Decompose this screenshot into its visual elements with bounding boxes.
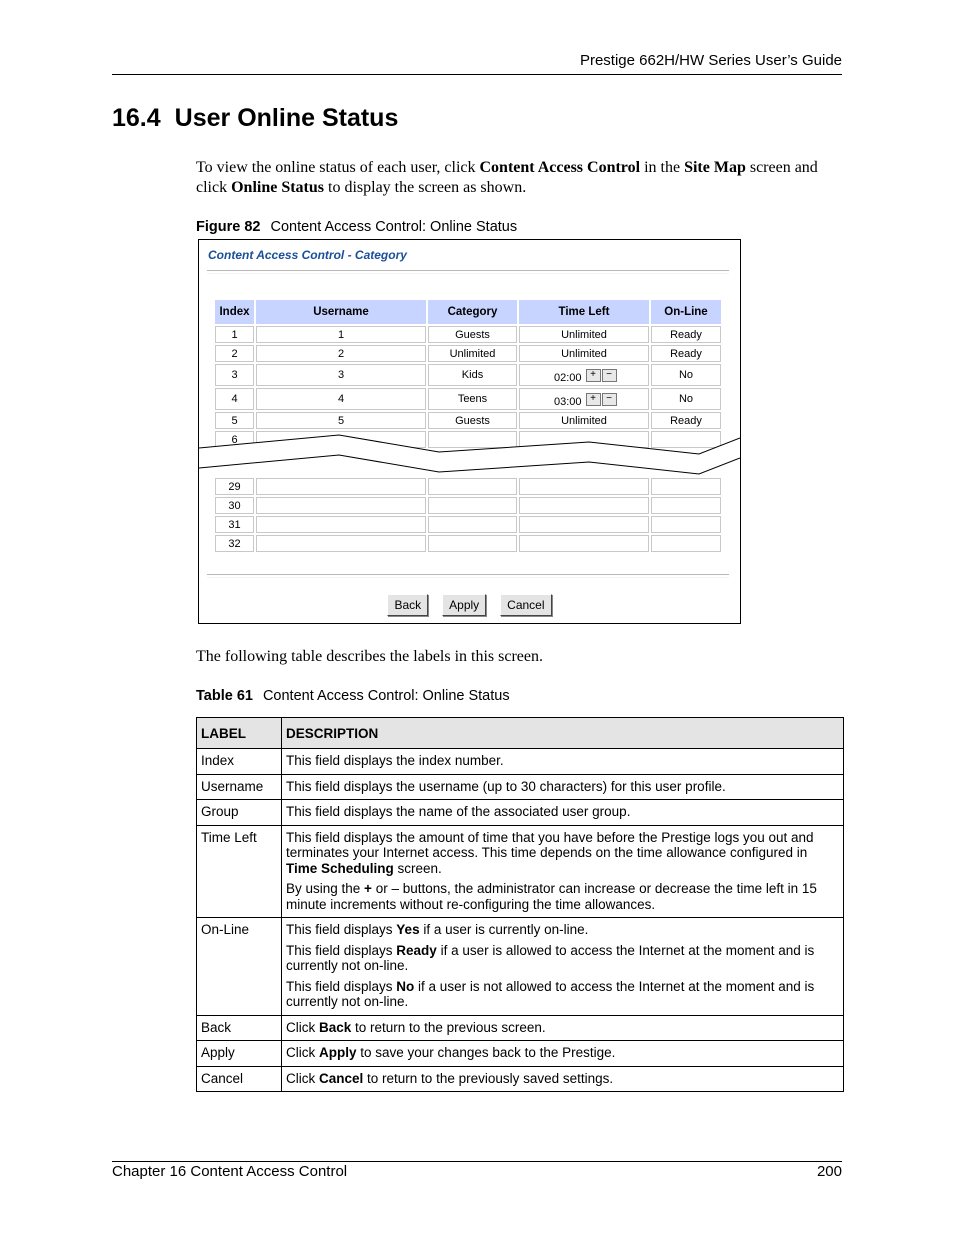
table-row <box>215 364 721 386</box>
label-cell: Apply <box>197 1041 282 1067</box>
description-paragraph: This field displays the amount of time that you have before the Prestige logs you out and terminates your Internet access. This time depends on the time allowance configured in Time Scheduling screen. <box>286 829 814 876</box>
time-left-cell <box>519 535 649 552</box>
table-label: Table 61 <box>196 688 253 704</box>
username-cell: 5 <box>256 412 426 429</box>
plus-icon[interactable]: + <box>586 393 601 406</box>
online-cell: No <box>651 388 721 410</box>
table-header-row <box>215 300 721 324</box>
column-header: Time Left <box>519 300 649 324</box>
following-paragraph: The following table describes the labels in this screen. <box>196 648 544 665</box>
online-cell: Ready <box>651 345 721 362</box>
index-cell: 31 <box>215 516 254 533</box>
index-cell: 32 <box>215 535 254 552</box>
time-left-cell <box>519 516 649 533</box>
time-left-cell <box>519 478 649 495</box>
minus-icon[interactable]: − <box>602 369 617 382</box>
section-heading <box>112 104 398 133</box>
section-title: User Online Status <box>174 104 399 132</box>
table-row <box>215 345 721 362</box>
table-caption <box>196 688 510 704</box>
table-row <box>197 774 844 800</box>
description-cell: This field displays the name of the associated user group. <box>282 800 844 826</box>
time-left-cell <box>519 497 649 514</box>
table-row <box>197 918 844 1016</box>
header-rule <box>112 74 842 75</box>
username-cell <box>256 478 426 495</box>
running-header: Prestige 662H/HW Series User’s Guide <box>579 52 842 69</box>
table-row <box>197 825 844 918</box>
column-header: Username <box>256 300 426 324</box>
title-divider <box>207 270 729 274</box>
screen-title: Content Access Control - Category <box>208 248 407 262</box>
cancel-button[interactable]: Cancel <box>500 594 551 616</box>
time-left-cell <box>519 388 649 410</box>
description-header: DESCRIPTION <box>282 718 844 749</box>
label-header: LABEL <box>197 718 282 749</box>
category-cell: Unlimited <box>428 345 517 362</box>
index-cell: 3 <box>215 364 254 386</box>
table-row <box>215 478 721 495</box>
description-cell: This field displays the index number. <box>282 749 844 775</box>
index-cell: 1 <box>215 326 254 343</box>
online-cell: Ready <box>651 326 721 343</box>
intro-bold: Online Status <box>231 179 325 196</box>
username-cell <box>256 516 426 533</box>
table-break-mark <box>199 430 740 480</box>
description-paragraph: By using the + or – buttons, the administrator can increase or decrease the time left in 15 minute increments without re-configuring the time allowances. <box>286 881 817 912</box>
category-cell: Kids <box>428 364 517 386</box>
table-row <box>215 388 721 410</box>
index-cell: 29 <box>215 478 254 495</box>
figure-caption <box>196 219 517 235</box>
online-cell: Ready <box>651 412 721 429</box>
category-cell: Guests <box>428 326 517 343</box>
intro-text: screen and click <box>196 159 818 196</box>
label-cell: Cancel <box>197 1066 282 1092</box>
description-cell: Click Apply to save your changes back to the Prestige. <box>282 1041 844 1067</box>
table-header-row <box>197 718 844 749</box>
screenshot-frame <box>198 239 741 624</box>
table-row <box>215 412 721 429</box>
table-row <box>197 1041 844 1067</box>
table-caption-text: Content Access Control: Online Status <box>262 688 510 704</box>
table-row <box>215 326 721 343</box>
time-left-cell: Unlimited <box>519 326 649 343</box>
index-cell: 6 <box>215 431 254 448</box>
label-cell: Index <box>197 749 282 775</box>
intro-bold: Site Map <box>684 159 746 176</box>
category-cell <box>428 516 517 533</box>
username-cell: 3 <box>256 364 426 386</box>
description-table <box>196 717 844 1092</box>
button-divider <box>207 574 729 578</box>
online-cell <box>651 478 721 495</box>
description-paragraph: This field displays No if a user is not allowed to access the Internet at the moment and is currently not on-line. <box>286 978 815 1009</box>
online-status-table <box>213 298 723 554</box>
table-row <box>197 749 844 775</box>
page-number: 200 <box>816 1163 842 1180</box>
description-cell: This field displays the username (up to 30 characters) for this user profile. <box>282 774 844 800</box>
intro-text: to display the screen as shown. <box>324 179 527 196</box>
table-row <box>197 800 844 826</box>
minus-icon[interactable]: − <box>602 393 617 406</box>
figure-label: Figure 82 <box>196 219 261 235</box>
table-row <box>197 1015 844 1041</box>
intro-bold: Content Access Control <box>479 159 641 176</box>
section-number: 16.4 <box>112 104 161 132</box>
label-cell: On-Line <box>197 918 282 1016</box>
column-header: On-Line <box>651 300 721 324</box>
description-cell <box>282 825 844 918</box>
figure-caption-text: Content Access Control: Online Status <box>270 219 518 235</box>
label-cell: Group <box>197 800 282 826</box>
index-cell: 30 <box>215 497 254 514</box>
column-header: Index <box>215 300 254 324</box>
label-cell: Username <box>197 774 282 800</box>
description-paragraph: This field displays Ready if a user is allowed to access the Internet at the moment and is currently not on-line. <box>286 942 815 973</box>
back-button[interactable]: Back <box>387 594 428 616</box>
time-left-cell <box>519 364 649 386</box>
time-left-cell: Unlimited <box>519 345 649 362</box>
apply-button[interactable]: Apply <box>442 594 486 616</box>
category-cell <box>428 478 517 495</box>
username-cell: 2 <box>256 345 426 362</box>
intro-paragraph <box>196 158 846 198</box>
time-left-value: 02:00 <box>554 371 582 384</box>
online-cell <box>651 497 721 514</box>
footer-chapter: Chapter 16 Content Access Control <box>112 1163 348 1180</box>
category-cell <box>428 535 517 552</box>
category-cell <box>428 497 517 514</box>
username-cell <box>256 497 426 514</box>
username-cell: 4 <box>256 388 426 410</box>
intro-text: To view the online status of each user, click <box>196 159 480 176</box>
index-cell: 4 <box>215 388 254 410</box>
online-cell: No <box>651 364 721 386</box>
label-cell: Back <box>197 1015 282 1041</box>
plus-icon[interactable]: + <box>586 369 601 382</box>
table-row <box>215 497 721 514</box>
description-cell: Click Back to return to the previous screen. <box>282 1015 844 1041</box>
column-header: Category <box>428 300 517 324</box>
category-cell: Teens <box>428 388 517 410</box>
time-left-value: 03:00 <box>554 395 582 408</box>
label-cell: Time Left <box>197 825 282 918</box>
time-left-cell: Unlimited <box>519 412 649 429</box>
description-cell <box>282 918 844 1016</box>
username-cell <box>256 535 426 552</box>
button-row <box>199 594 740 616</box>
intro-text: in the <box>640 159 685 176</box>
username-cell: 1 <box>256 326 426 343</box>
online-cell <box>651 516 721 533</box>
description-paragraph: This field displays Yes if a user is currently on-line. <box>286 922 589 937</box>
footer-rule <box>112 1161 842 1162</box>
table-row <box>215 516 721 533</box>
online-cell <box>651 535 721 552</box>
table-row <box>197 1066 844 1092</box>
table-row <box>215 535 721 552</box>
description-cell: Click Cancel to return to the previously saved settings. <box>282 1066 844 1092</box>
index-cell: 5 <box>215 412 254 429</box>
index-cell: 2 <box>215 345 254 362</box>
category-cell: Guests <box>428 412 517 429</box>
